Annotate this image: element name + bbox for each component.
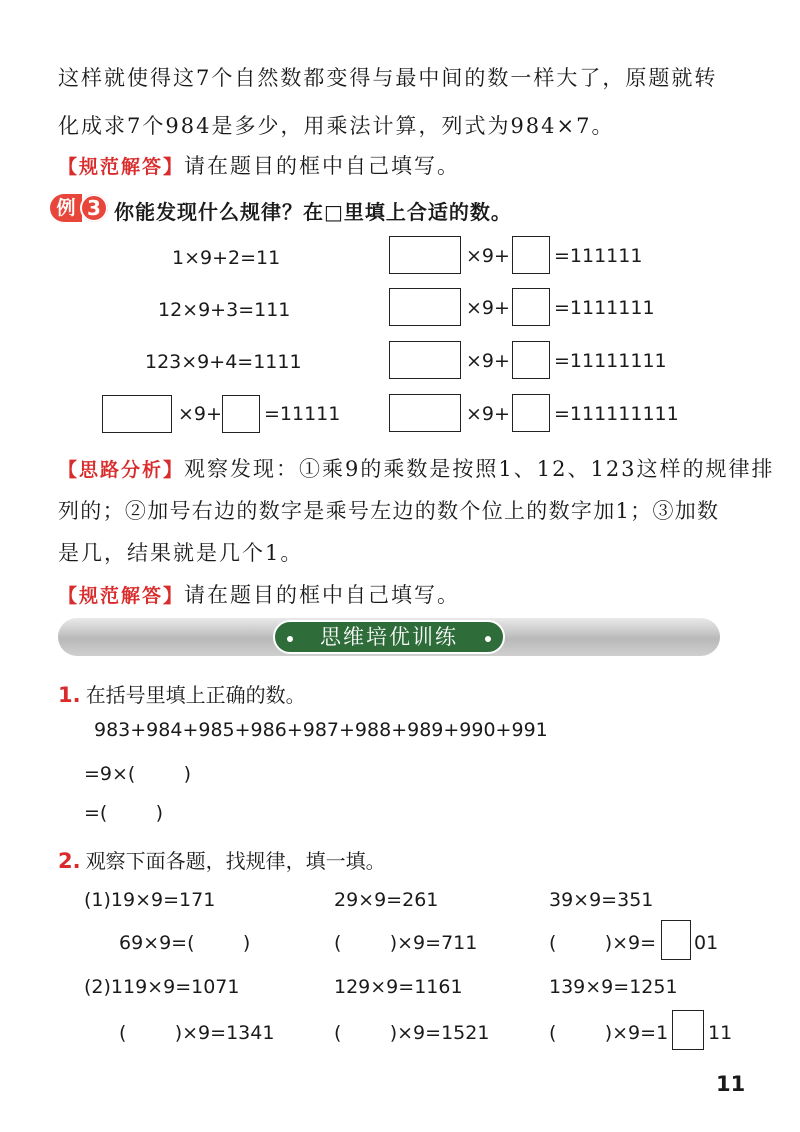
example-badge-char: 例 (50, 194, 82, 222)
q2-part-1-f-suffix: 01 (694, 932, 719, 954)
q2-part-2-b: 129×9=1161 (334, 976, 463, 998)
analysis-line-1 (58, 453, 775, 483)
intro-line-2: 化成求7个984是多少，用乘法计算，列式为984×7。 (58, 114, 615, 138)
answer-box[interactable] (512, 341, 550, 379)
dot-icon (287, 636, 293, 642)
answer-box[interactable] (512, 394, 550, 432)
q2-part-2-label: (2) (84, 976, 111, 998)
q2-part-1-a (84, 889, 215, 911)
analysis-tag: 【思路分析】 (58, 459, 185, 481)
answer-box[interactable] (102, 395, 172, 433)
answer-box[interactable] (389, 341, 461, 379)
page-number: 11 (716, 1072, 746, 1096)
q2-part-1-e: ( )×9=711 (334, 932, 478, 954)
q2-part-1-c: 39×9=351 (549, 889, 654, 911)
q2-part-2-a (84, 976, 239, 998)
pattern-right-row-1-result: =111111 (554, 245, 643, 267)
question-1-expression: 983+984+985+986+987+988+989+990+991 (94, 719, 548, 741)
answer-2-tag: 【规范解答】 (58, 585, 185, 607)
pattern-left-row-2: 12×9+3=111 (158, 299, 291, 321)
answer-box[interactable] (389, 394, 461, 432)
question-1-number: 1. (58, 683, 81, 707)
section-title: 思维培优训练 (320, 625, 458, 649)
q2-part-2-d: ( )×9=1341 (119, 1022, 275, 1044)
q2-part-1-label: (1) (84, 889, 111, 911)
example-3-question: 你能发现什么规律？在□里填上合适的数。 (114, 200, 512, 224)
q2-part-2-e: ( )×9=1521 (334, 1022, 490, 1044)
q2-part-1-b: 29×9=261 (334, 889, 439, 911)
question-1-line-2: =9×( ) (84, 763, 192, 785)
pattern-left-row-3: 123×9+4=1111 (145, 351, 302, 373)
answer-box[interactable] (661, 920, 691, 960)
answer-box[interactable] (672, 1010, 704, 1050)
analysis-line-3: 是几，结果就是几个1。 (58, 541, 304, 565)
answer-box[interactable] (222, 395, 260, 433)
analysis-text-1: 观察发现：①乘9的乘数是按照1、12、123这样的规律排 (184, 457, 775, 481)
pattern-left-row-4-op: ×9+ (178, 403, 222, 425)
answer-2-text: 请在题目的框中自己填写。 (184, 583, 461, 607)
answer-1-tag: 【规范解答】 (58, 156, 185, 178)
q2-part-1-a-text: 19×9=171 (110, 889, 216, 911)
q2-part-2-a-text: 119×9=1071 (110, 976, 240, 998)
answer-box[interactable] (512, 288, 550, 326)
pattern-right-row-2-op: ×9+ (466, 297, 510, 319)
question-2 (58, 845, 386, 874)
intro-line-1: 这样就使得这7个自然数都变得与最中间的数一样大了，原题就转 (58, 66, 718, 90)
q2-part-1-d: 69×9=( ) (119, 932, 251, 954)
q2-part-2-c: 139×9=1251 (549, 976, 678, 998)
section-title-pill (273, 620, 505, 654)
answer-1 (58, 150, 460, 180)
question-2-number: 2. (58, 849, 81, 873)
pattern-right-row-4-op: ×9+ (466, 403, 510, 425)
example-badge-num: 3 (80, 194, 108, 222)
example-3-badge (50, 194, 106, 222)
pattern-right-row-1-op: ×9+ (466, 245, 510, 267)
answer-box[interactable] (389, 288, 461, 326)
pattern-right-row-3-result: =11111111 (554, 350, 667, 372)
q2-part-2-f-suffix: 11 (708, 1022, 733, 1044)
pattern-right-row-4-result: =111111111 (554, 403, 679, 425)
answer-box[interactable] (389, 236, 461, 274)
pattern-left-row-1: 1×9+2=11 (172, 247, 281, 269)
question-1 (58, 679, 306, 708)
q2-part-1-f: ( )×9= (549, 932, 657, 954)
question-1-text: 在括号里填上正确的数。 (85, 683, 306, 707)
answer-2 (58, 579, 460, 609)
pattern-right-row-3-op: ×9+ (466, 350, 510, 372)
dot-icon (485, 636, 491, 642)
answer-box[interactable] (512, 236, 550, 274)
question-2-text: 观察下面各题，找规律，填一填。 (85, 849, 386, 873)
question-1-line-3: =( ) (84, 802, 164, 824)
q2-part-2-f: ( )×9=1 (549, 1022, 669, 1044)
pattern-left-row-4-result: =11111 (264, 403, 341, 425)
answer-1-text: 请在题目的框中自己填写。 (184, 154, 461, 178)
analysis-line-2: 列的；②加号右边的数字是乘号左边的数个位上的数字加1；③加数 (58, 499, 720, 523)
pattern-right-row-2-result: =1111111 (554, 297, 655, 319)
